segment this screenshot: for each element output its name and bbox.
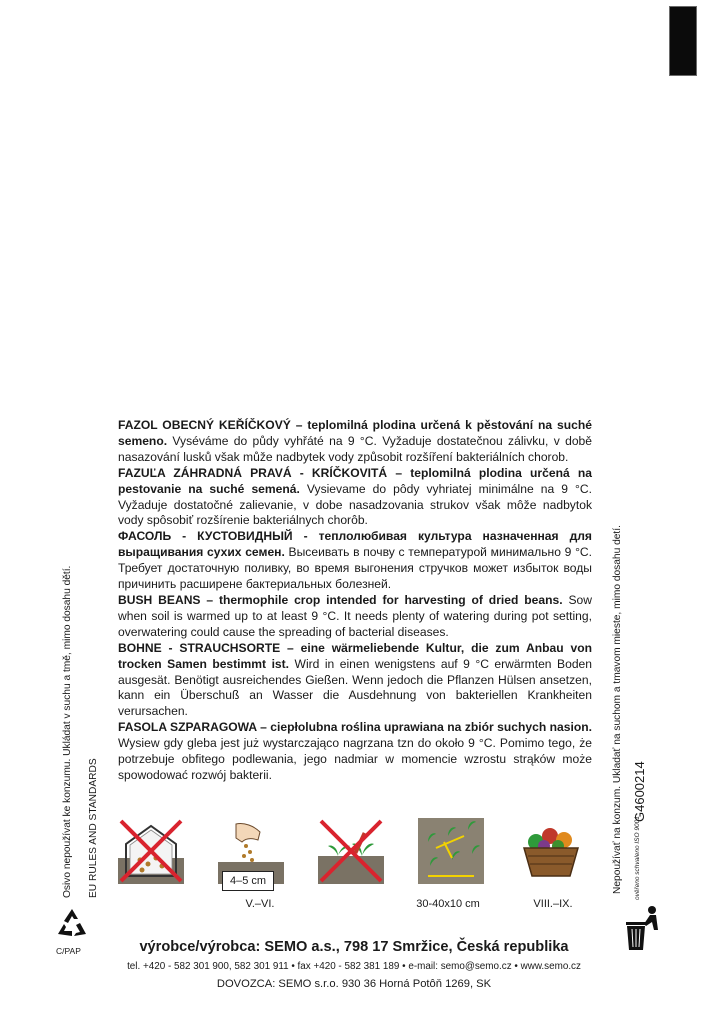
contact-line: tel. +420 - 582 301 900, 582 301 911 • fax +420 - 582 381 189 • e-mail: semo@semo.cz • www.semo.cz <box>127 961 581 972</box>
pictogram-row <box>118 818 596 908</box>
paragraph-ru <box>118 529 592 593</box>
heading-ru: ФАСОЛЬ - КУСТОВИДНЫЙ - теплолюбивая культура назначенная для выращивания сухих семен. <box>118 529 592 560</box>
certification-mark: ověřeno schvaleno ISO 9001 <box>634 816 641 900</box>
body-ru: Высеивать в почву с температурой минимальнo 9 °C. Требует достаточную поливку, во время выгонения стручков может избыток воды причинить расширене бактериальных болезней. <box>118 545 592 592</box>
body-de: Wird in einen wenigstens auf 9 °C erwärmten Boden ausgesät. Benötigt ausreichendes Gießen. Wenn jedoch die Pflanzen Hülsen ansetzen, kann ein Überschuß an Wasser die Ausdehnung von bakteriellen Krankheiten verursachen. <box>118 656 592 719</box>
sowing-depth-label: 4–5 cm <box>222 871 274 891</box>
harvest-basket-icon <box>518 818 584 884</box>
body-en: Sow when soil is warmed up to at least 9 °C. It needs plenty of watering during pot setting, overwatering could cause the spreading of bacterial diseases. <box>118 592 592 639</box>
body-cz: Vyséváme do půdy vyhřáté na 9 °C. Vyžaduje dostatečnou zálivku, v době nasazování lusků však může nadbytek vody způsobit rozšíření bakteriálních chorob. <box>118 433 592 464</box>
spacing-label: 30-40x10 cm <box>416 898 480 910</box>
paragraph-sk <box>118 466 592 530</box>
producer-line: výrobce/výrobca: SEMO a.s., 798 17 Smržice, Česká republika <box>139 939 569 955</box>
recycle-code: C/PAP <box>56 946 81 956</box>
eu-rules-note: EU RULES AND STANDARDS <box>88 758 99 898</box>
no-transplanting-icon <box>318 818 384 884</box>
right-storage-note: Nepoužívať na konzum. Ukladať na suchom a tmavom mieste, mimo dosahu detí. <box>612 525 623 894</box>
paragraph-pl <box>118 720 592 784</box>
heading-pl: FASOLA SZPARAGOWA – ciepłolubna roślina uprawiana na zbiór suchych nasion. <box>118 720 592 735</box>
paragraph-de <box>118 641 592 721</box>
heading-sk: FAZUĽA ZÁHRADNÁ PRAVÁ - KRÍČKOVITÁ – teplomilná plodina určená na pestovanie na suché semená. <box>118 465 592 496</box>
paragraph-en <box>118 593 592 641</box>
body-pl: Wysiew gdy gleba jest już wystarczająco nagrzana tzn do około 9 °C. Pomimo tego, że potrzebuje obfitego podlewania, jego nadmiar w momencie wzrostu strąków może spowodować rozwój bakterii. <box>118 736 592 782</box>
instructions-text <box>118 418 592 784</box>
heading-de: BOHNE - STRAUCHSORTE – eine wärmeliebende Kultur, die zum Anbau von trocken Samen bestimmt ist. <box>118 640 592 671</box>
heading-en: BUSH BEANS – thermophile crop intended for harvesting of dried beans. <box>118 592 563 607</box>
left-storage-note: Osivo nepoužívat ke konzumu. Ukládat v suchu a tmě, mimo dosahu dětí. <box>62 565 73 898</box>
black-color-tab <box>669 6 697 76</box>
product-code: G4600214 <box>632 761 647 822</box>
harvest-period-label: VIII.–IX. <box>533 898 573 910</box>
importer-line: DOVOZCA: SEMO s.r.o. 930 36 Horná Potôň 1269, SK <box>216 978 492 990</box>
paragraph-cz <box>118 418 592 466</box>
body-sk: Vysievame do pôdy vyhriatej minimálne na 9 °C. Vyžaduje dostatočné zalievanie, v dobe nasadzovania strukov však môže nadbytok vody spôsobiť rozšírenie bakteriálnych chorôb. <box>118 481 592 528</box>
heading-cz: FAZOL OBECNÝ KEŘÍČKOVÝ – teplomilná plodina určená k pěstování na suché semeno. <box>118 418 592 448</box>
no-greenhouse-icon <box>118 818 184 884</box>
plant-spacing-icon <box>418 818 484 884</box>
sowing-period-label: V.–VI. <box>245 898 275 910</box>
